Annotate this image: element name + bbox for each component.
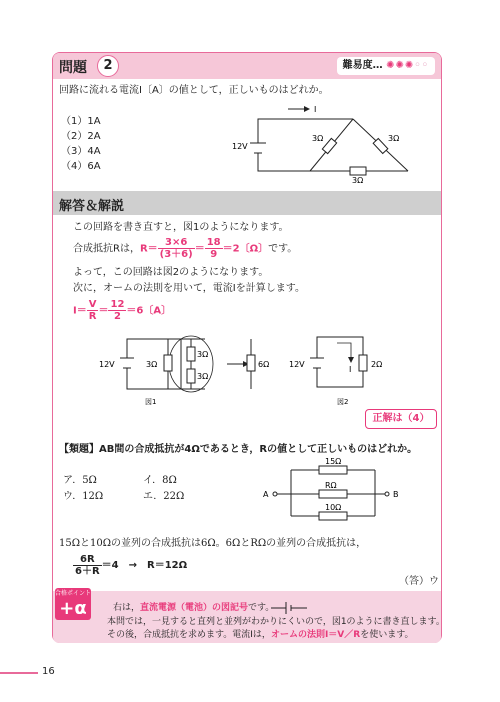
difficulty-empty-icon: ◦◦ (414, 60, 429, 71)
q-voltage-label: 12V (232, 142, 248, 151)
example-question: 【類題】AB間の合成抵抗が4Ωであるとき，Rの値として正しいものはどれか。 (59, 444, 418, 455)
tip-badge: 合格ポイント +α (55, 590, 92, 619)
page-number-rule (0, 672, 38, 674)
choice-3: （3）4A (61, 146, 101, 157)
q-r2-label: 3Ω (388, 134, 400, 143)
page-number: 16 (42, 666, 55, 677)
question-circuit-diagram (228, 101, 418, 183)
figure-2-circuit (285, 327, 405, 407)
solution-p3: よって，この回路は図2のようになります。 (73, 267, 269, 278)
fig1-r-out: 6Ω (258, 360, 270, 369)
q-r1-label: 3Ω (312, 134, 324, 143)
answer-box: 正解は（4） (365, 409, 437, 429)
solution-p1: この回路を書き直すと，図1のようになります。 (73, 222, 289, 233)
difficulty-star-icon: ✺✺✺ (386, 60, 415, 71)
tip-line-2: 本問では，一見すると直列と並列がわかりにくいので，図1のように書き直します。 (107, 617, 445, 627)
problem-header (53, 53, 441, 79)
solution-p5: I＝ $\frac{V}{R}$ ＝ $\frac{12}{2}$ ＝6〔A〕 (73, 299, 172, 322)
problem-number: 2 (97, 55, 119, 77)
q-current-label: I (314, 105, 317, 114)
example-final-answer: （答）ウ (399, 576, 439, 587)
difficulty-badge (337, 57, 435, 75)
figure-1-circuit (93, 327, 293, 407)
choice-4: （4）6A (61, 161, 101, 172)
fig1-caption: 図1 (145, 398, 157, 406)
solution-p2: 合成抵抗Rは，R＝ $\frac{3\times 6}{(3+6)}$ ＝ $\frac{18}{9}$ ＝2〔Ω〕です。 (73, 237, 298, 260)
ex-r1-label: 15Ω (325, 458, 342, 466)
battery-symbol-icon (271, 601, 307, 615)
example-choice-c: ウ．12Ω (63, 491, 104, 502)
ex-r3-label: 10Ω (325, 503, 342, 512)
q-r3-label: 3Ω (352, 176, 364, 183)
solution-heading-bar (53, 191, 441, 215)
ex-r2-label: RΩ (325, 481, 337, 490)
fig1-r-b: 3Ω (197, 350, 209, 359)
example-circuit-diagram (263, 458, 403, 522)
solution-p4: 次に，オームの法則を用いて，電流Iを計算します。 (73, 283, 305, 294)
solution-heading: 解答＆解説 (59, 199, 125, 214)
example-solution-text: 15Ωと10Ωの並列の合成抵抗は6Ω。6ΩとRΩの並列の合成抵抗は， (59, 538, 367, 549)
fig2-r: 2Ω (371, 360, 383, 369)
ex-b-label: B (393, 490, 399, 499)
example-choice-b: イ．8Ω (143, 475, 177, 486)
choice-1: （1）1A (61, 116, 101, 127)
tip-line-3: その後，合成抵抗を求めます。電流Iは，オームの法則I＝V／Rを使います。 (107, 630, 414, 640)
fig2-caption: 図2 (337, 398, 349, 406)
fig2-voltage: 12V (289, 360, 305, 369)
fig1-r-c: 3Ω (197, 372, 209, 381)
ex-a-label: A (263, 490, 269, 499)
choice-2: （2）2A (61, 131, 101, 142)
fig1-voltage: 12V (99, 360, 115, 369)
example-choice-d: エ．22Ω (143, 491, 185, 502)
question-text: 回路に流れる電流I〔A〕の値として，正しいものはどれか。 (59, 85, 329, 96)
difficulty-label: 難易度… (342, 60, 383, 71)
problem-title: 問題 (59, 60, 87, 76)
example-choice-a: ア．5Ω (63, 475, 97, 486)
example-solution-equation: $\frac{6R}{6+R}$ ＝4 → R＝12Ω (75, 553, 188, 577)
fig2-current: I (349, 365, 352, 374)
fig1-r-a: 3Ω (146, 360, 158, 369)
problem-card (52, 52, 445, 643)
tip-line-1: 右は，直流電源（電池）の図記号です。 (113, 603, 275, 613)
